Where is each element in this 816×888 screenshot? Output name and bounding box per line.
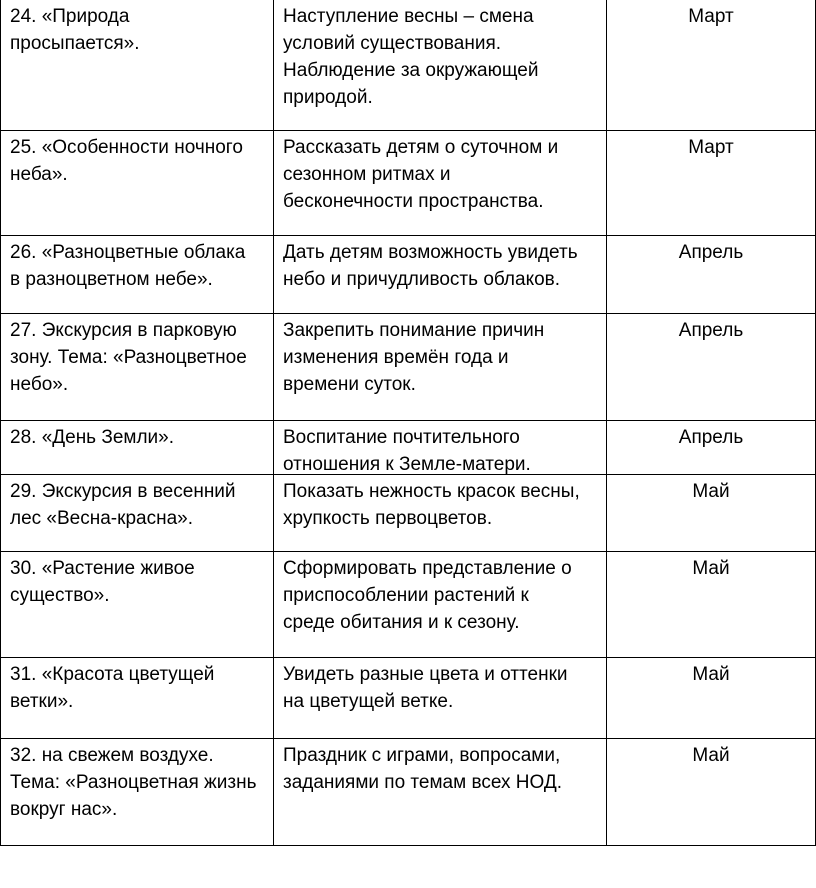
month-cell [607,739,816,845]
month-label: Май [692,558,730,579]
table-row [1,314,816,421]
topic-line: неба». [10,164,68,185]
topic-line: просыпается». [10,33,140,54]
topic-cell [1,552,274,657]
topic-line: 28. «День Земли». [10,427,175,448]
goal-line: Дать детям возможность увидеть [283,242,578,263]
goal-line: среде обитания и к сезону. [283,612,520,633]
goal-line: на цветущей ветке. [283,691,454,712]
topic-line: лес «Весна-красна». [10,508,193,529]
table-row [1,131,816,236]
month-cell [607,475,816,551]
table-row [1,236,816,314]
goal-line: Увидеть разные цвета и оттенки [283,664,568,685]
topic-cell [1,739,274,845]
goal-line: Наблюдение за окружающей [283,60,539,81]
table-row [1,552,816,658]
goal-line: природой. [283,87,373,108]
goal-line: Праздник с играми, вопросами, [283,745,561,766]
goal-cell [274,658,607,738]
table-row [1,658,816,739]
goal-line: Сформировать представление о [283,558,572,579]
table-row [1,739,816,846]
goal-line: Закрепить понимание причин [283,320,545,341]
topic-line: 32. на свежем воздухе. [10,745,214,766]
goal-line: изменения времён года и [283,347,509,368]
goal-cell [274,421,607,474]
topic-line: 27. Экскурсия в парковую [10,320,237,341]
goal-line: заданиями по темам всех НОД. [283,772,562,793]
month-label: Март [688,6,734,27]
goal-line: Наступление весны – смена [283,6,534,27]
month-cell [607,131,816,235]
goal-line: небо и причудливость облаков. [283,269,561,290]
month-cell [607,552,816,657]
month-label: Май [692,481,730,502]
goal-cell [274,314,607,420]
topic-line: существо». [10,585,110,606]
goal-line: приспособлении растений к [283,585,529,606]
goal-line: хрупкость первоцветов. [283,508,493,529]
topic-line: небо». [10,374,69,395]
topic-line: 31. «Красота цветущей [10,664,215,685]
topic-line: Тема: «Разноцветная жизнь [10,772,257,793]
goal-cell [274,0,607,130]
goal-cell [274,475,607,551]
goal-line: сезонном ритмах и [283,164,451,185]
month-label: Май [692,745,730,766]
topic-cell [1,421,274,474]
topic-cell [1,658,274,738]
topic-line: вокруг нас». [10,799,118,820]
goal-cell [274,739,607,845]
month-label: Апрель [678,427,744,448]
month-label: Май [692,664,730,685]
topic-line: 24. «Природа [10,6,130,27]
goal-line: бесконечности пространства. [283,191,544,212]
goal-line: Показать нежность красок весны, [283,481,580,502]
topic-line: 26. «Разноцветные облака [10,242,246,263]
topic-line: зону. Тема: «Разноцветное [10,347,247,368]
topic-line: в разноцветном небе». [10,269,213,290]
month-label: Апрель [678,320,744,341]
topic-cell [1,0,274,130]
month-label: Апрель [678,242,744,263]
month-cell [607,236,816,313]
goal-line: условий существования. [283,33,502,54]
table-row [1,421,816,475]
table-row [1,475,816,552]
topic-cell [1,314,274,420]
topic-cell [1,236,274,313]
goal-line: Рассказать детям о суточном и [283,137,559,158]
month-cell [607,658,816,738]
goal-cell [274,236,607,313]
topic-line: 29. Экскурсия в весенний [10,481,236,502]
topic-cell [1,131,274,235]
month-cell [607,314,816,420]
goal-line: Воспитание почтительного [283,427,520,448]
topic-line: 25. «Особенности ночного [10,137,243,158]
month-cell [607,421,816,474]
topic-line: 30. «Растение живое [10,558,195,579]
table-row [1,0,816,131]
month-cell [607,0,816,130]
topic-line: ветки». [10,691,74,712]
goal-line: времени суток. [283,374,416,395]
goal-cell [274,552,607,657]
month-label: Март [688,137,734,158]
topic-cell [1,475,274,551]
goal-cell [274,131,607,235]
goal-line: отношения к Земле-матери. [283,454,531,474]
